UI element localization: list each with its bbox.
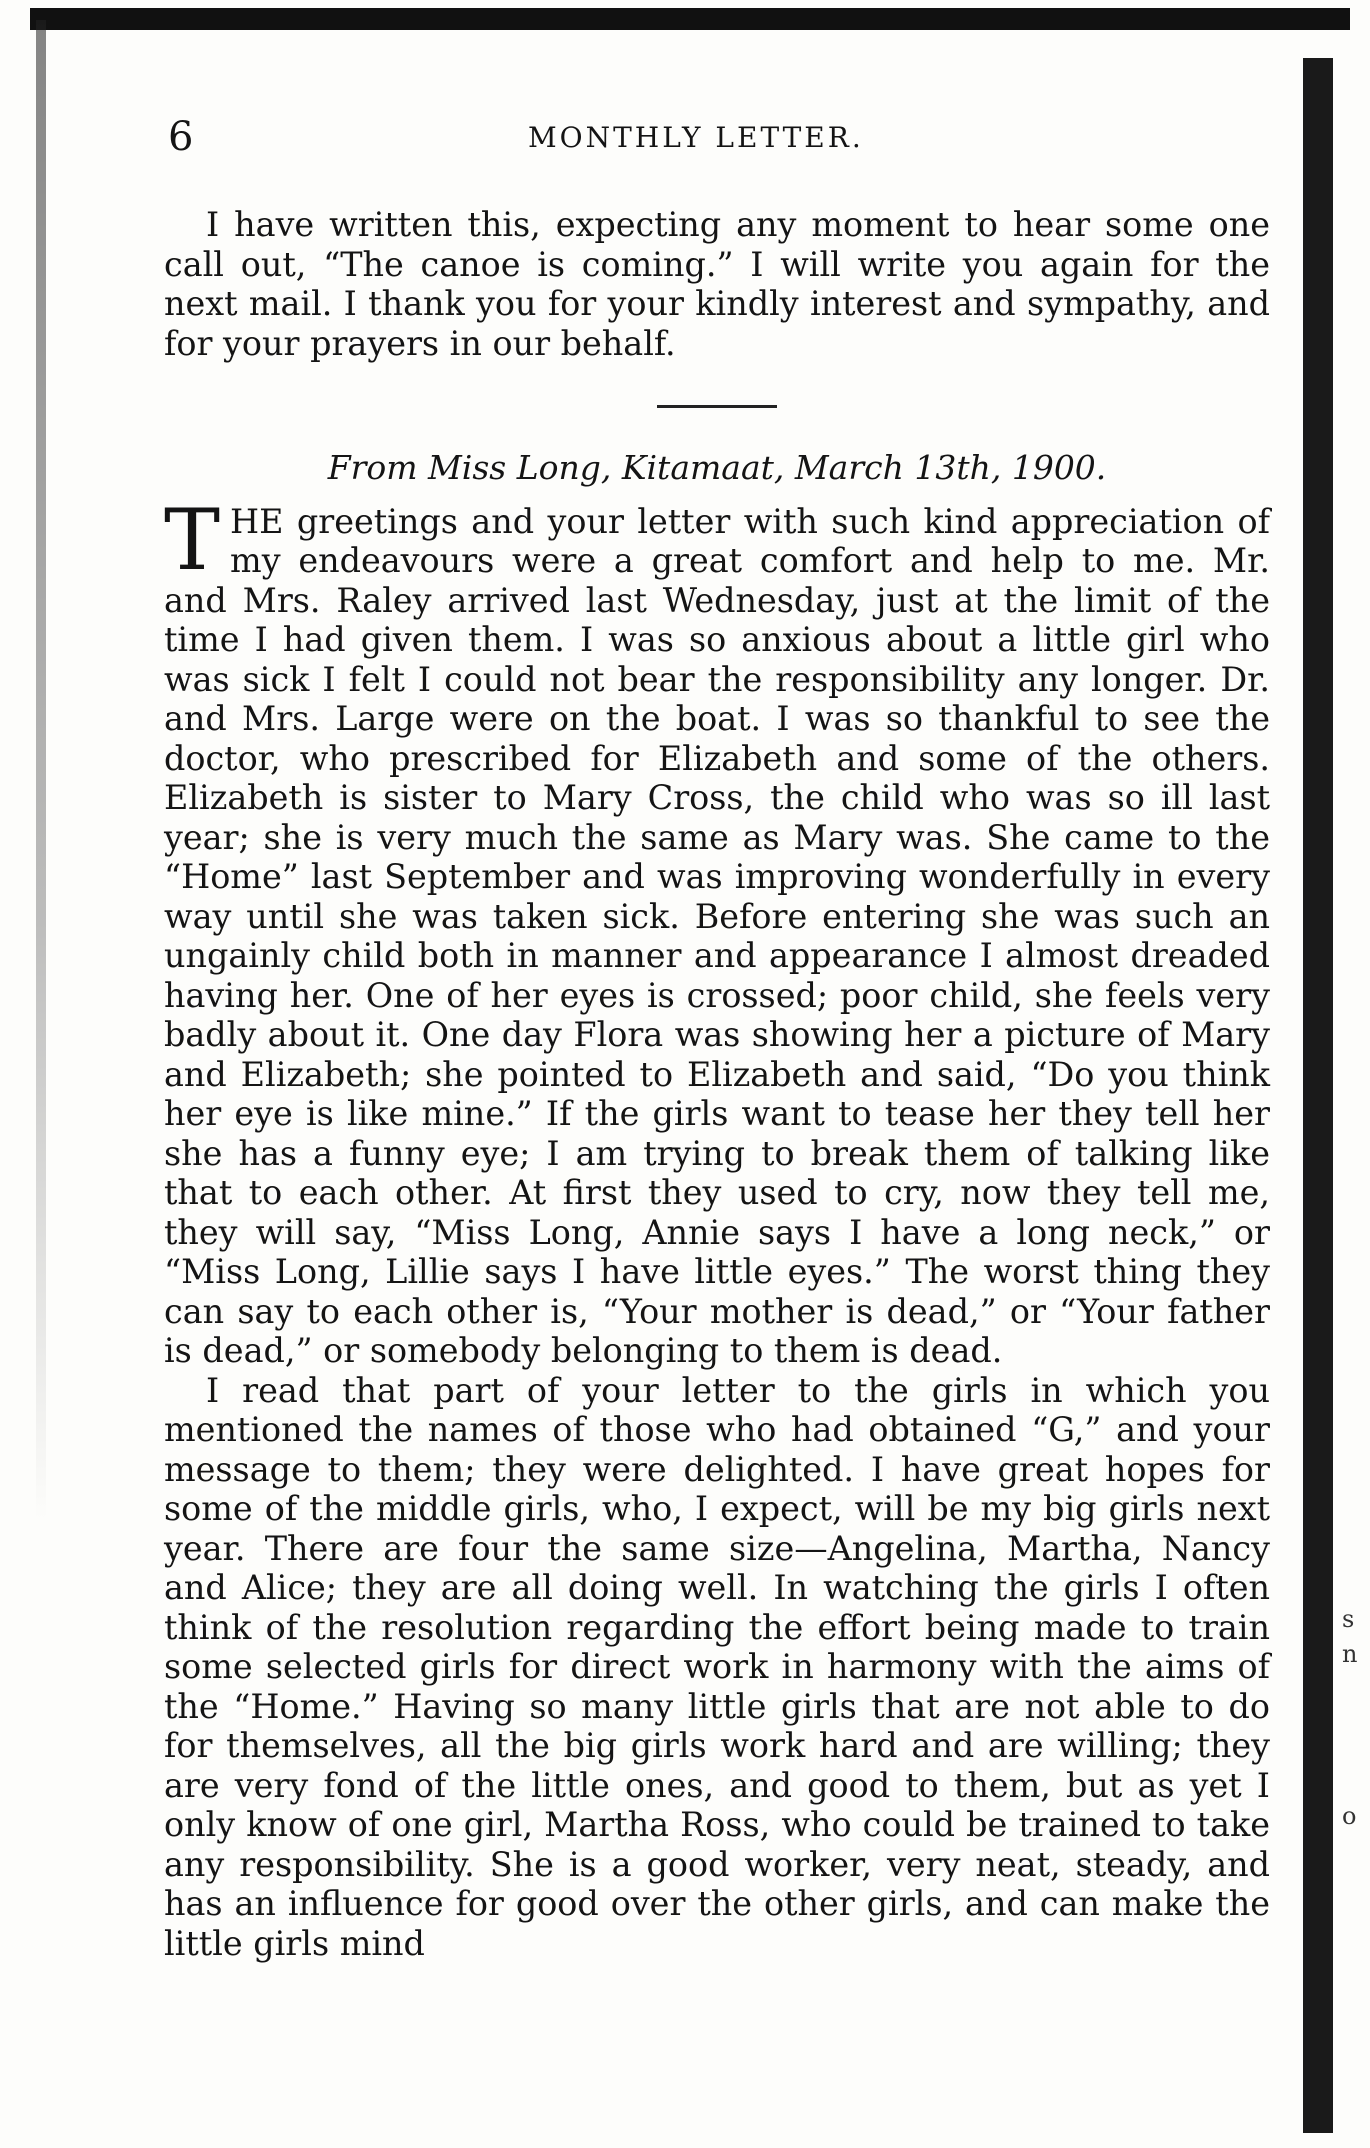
page-header xyxy=(168,112,1268,162)
running-head: MONTHLY LETTER. xyxy=(528,121,864,154)
section-divider xyxy=(657,405,777,408)
margin-mark-n: n xyxy=(1342,1640,1358,1668)
letter-paragraph-2: I read that part of your letter to the girls in which you mentioned the names of those who had obtained “G,” and your message to them; they were delighted. I have great hopes for some of the middle girls, who, I expect, will be my big girls next year. There are four the same size—Angelina, Martha, Nancy and Alice; they are all doing well. In watching the girls I often think of the resolution regarding the effort being made to train some selected girls for direct work in harmony with the aims of the “Home.” Having so many little girls that are not able to do for themselves, all the big girls work hard and are willing; they are very fond of the little ones, and good to them, but as yet I only know of one girl, Martha Ross, who could be trained to take any responsibility. She is a good worker, very neat, steady, and has an influence for good over the other girls, and can make the little girls mind xyxy=(164,1370,1270,1963)
left-page-edge xyxy=(36,20,46,1520)
page-number: 6 xyxy=(168,114,194,160)
letter-paragraph-1 xyxy=(164,490,1270,1371)
letter-closing-paragraph: I have written this, expecting any moment to hear some one call out, “The canoe is coming.” I will write you again for the next mail. I thank you for your kindly interest and sympathy, and for your prayers in our behalf. xyxy=(164,205,1270,363)
text-column xyxy=(164,205,1270,1963)
margin-mark-s: s xyxy=(1342,1605,1355,1633)
drop-cap: T xyxy=(164,490,221,589)
top-border-rule xyxy=(30,8,1350,30)
letter-dateline: From Miss Long, Kitamaat, March 13th, 1900. xyxy=(327,448,1107,487)
margin-mark-o: o xyxy=(1342,1802,1357,1830)
right-binding-edge xyxy=(1303,58,1333,2133)
letter-paragraph-1-text: HE greetings and your letter with such kind appreciation of my endeavours were a great comfort and help to me. Mr. and Mrs. Raley arrived last Wednesday, just at the limit of the time I had given them. I was so anxious about a little girl who was sick I felt I could not bear the responsibility any longer. Dr. and Mrs. Large were on the boat. I was so thankful to see the doctor, who prescribed for Elizabeth and some of the others. Elizabeth is sister to Mary Cross, the child who was so ill last year; she is very much the same as Mary was. She came to the “Home” last September and was improving wonderfully in every way until she was taken sick. Before entering she was such an ungainly child both in manner and appearance I almost dreaded having her. One of her eyes is crossed; poor child, she feels very badly about it. One day Flora was showing her a picture of Mary and Elizabeth; she pointed to Elizabeth and said, “Do you think her eye is like mine.” If the girls want to tease her they tell her she has a funny eye; I am trying to break them of talking like that to each other. At first they used to cry, now they tell me, they will say, “Miss Long, Annie says I have a long neck,” or “Miss Long, Lillie says I have little eyes.” The worst thing they can say to each other is, “Your mother is dead,” or “Your father is dead,” or somebody belonging to them is dead. xyxy=(164,501,1270,1370)
